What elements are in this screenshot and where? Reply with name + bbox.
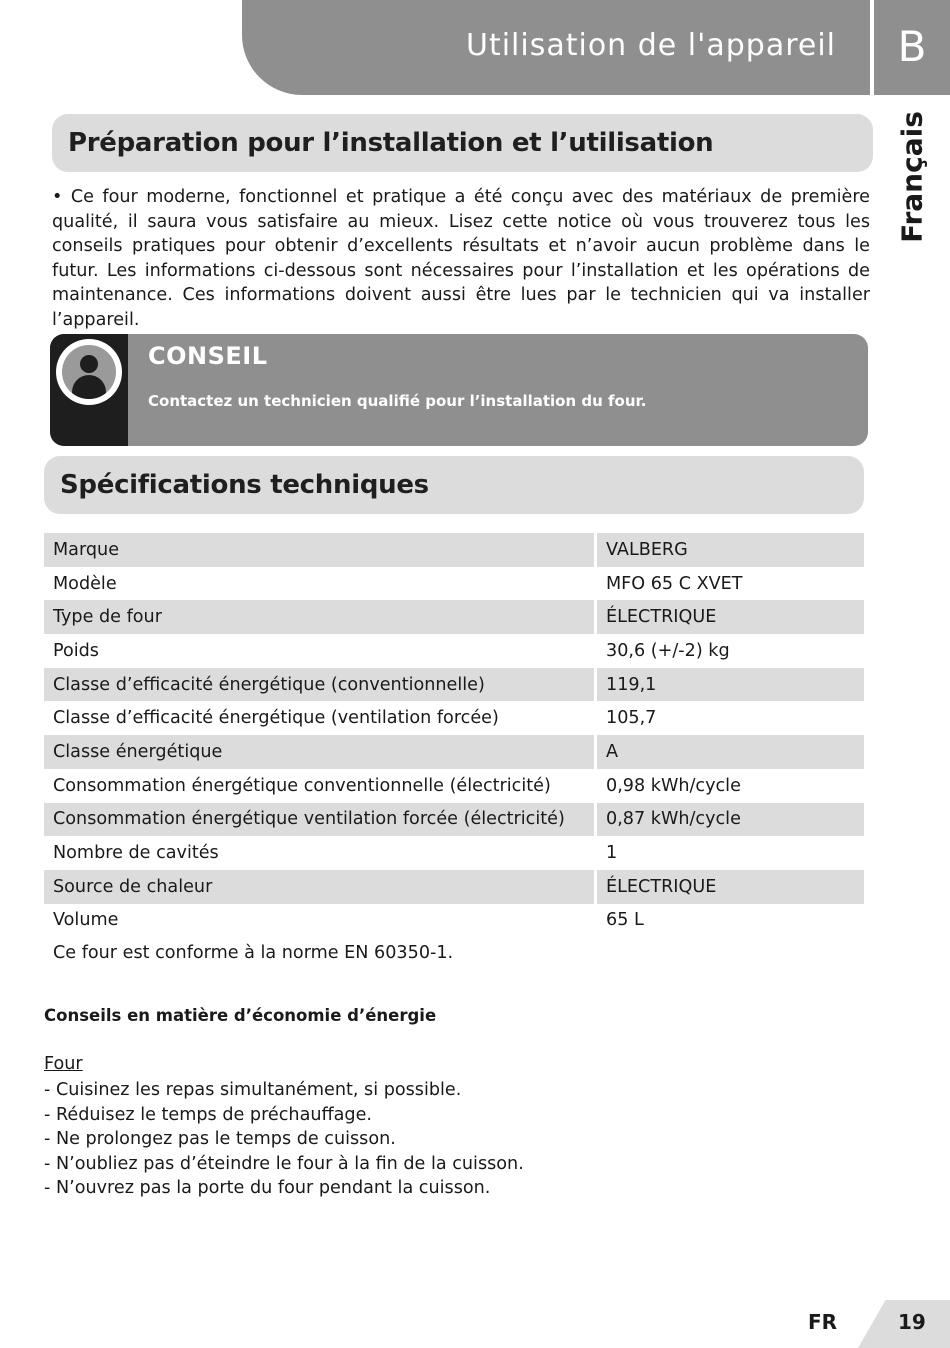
- side-language-label: Français: [895, 111, 929, 243]
- energy-tips-subtitle: Four: [44, 1054, 83, 1074]
- table-row: [44, 668, 864, 702]
- table-row: [44, 769, 864, 803]
- footer-language: FR: [808, 1310, 838, 1334]
- spec-value: VALBERG: [594, 533, 864, 567]
- spec-value: A: [594, 735, 864, 769]
- list-item: - Réduisez le temps de préchauffage.: [44, 1104, 372, 1125]
- spec-value: 0,87 kWh/cycle: [594, 803, 864, 837]
- list-item: - N’oubliez pas d’éteindre le four à la fin de la cuisson.: [44, 1153, 524, 1174]
- section-title-specifications: Spécifications techniques: [60, 470, 429, 500]
- energy-tips-list: [44, 1078, 524, 1201]
- spec-label: Consommation énergétique ventilation forcée (électricité): [44, 803, 594, 837]
- spec-label: Nombre de cavités: [53, 843, 219, 864]
- chapter-letter-box: [874, 0, 950, 95]
- advice-box: [50, 334, 868, 446]
- person-icon: [56, 339, 122, 405]
- spec-value: 1: [594, 836, 864, 870]
- spec-label: Volume: [53, 910, 119, 931]
- specifications-table: [44, 533, 864, 937]
- spec-label: Classe énergétique: [44, 735, 594, 769]
- chapter-title: Utilisation de l'appareil: [465, 28, 836, 63]
- list-item: - Cuisinez les repas simultanément, si possible.: [44, 1080, 462, 1100]
- spec-label: Source de chaleur: [44, 870, 594, 904]
- table-row: [44, 870, 864, 904]
- spec-label: Classe d’efficacité énergétique (ventilation forcée): [53, 708, 499, 729]
- list-item: - N’ouvrez pas la porte du four pendant la cuisson.: [44, 1178, 491, 1198]
- side-language-tab: [878, 112, 946, 242]
- table-row: [44, 533, 864, 567]
- section-title-preparation: Préparation pour l’installation et l’utilisation: [68, 128, 714, 158]
- spec-label: Consommation énergétique conventionnelle (électricité): [53, 775, 551, 796]
- spec-value: 119,1: [594, 668, 864, 702]
- chapter-letter: B: [897, 22, 927, 71]
- spec-label: Modèle: [53, 573, 117, 594]
- page-number: 19: [898, 1310, 926, 1334]
- spec-value: 0,98 kWh/cycle: [594, 769, 864, 803]
- advice-title: CONSEIL: [148, 342, 268, 370]
- intro-paragraph: • Ce four moderne, fonctionnel et pratique a été conçu avec des matériaux de première qualité, il saura vous satisfaire au mieux. Lisez cette notice où vous trouverez tous les conseils pratiques pour obtenir d’excellents résultats et n’avoir aucun problème dans le futur. Les informations ci-dessous sont nécessaires pour l’installation et les opérations de maintenance. Ces informations doivent aussi être lues par le technicien qui va installer l’appareil.: [52, 187, 870, 330]
- spec-label: Classe d’efficacité énergétique (conventionnelle): [44, 668, 594, 702]
- advice-text: Contactez un technicien qualifié pour l’installation du four.: [148, 392, 647, 410]
- section-heading-preparation: [52, 114, 873, 172]
- spec-value: MFO 65 C XVET: [594, 567, 864, 601]
- spec-label: Marque: [44, 533, 594, 567]
- advice-icon-panel: [50, 334, 128, 446]
- table-row: [44, 836, 864, 870]
- section-heading-specifications: [44, 456, 864, 514]
- table-row: [44, 600, 864, 634]
- table-row: [44, 904, 864, 938]
- energy-tips-title: Conseils en matière d’économie d’énergie: [44, 1006, 437, 1025]
- header-bar: [242, 0, 870, 95]
- table-row: [44, 567, 864, 601]
- table-row: [44, 634, 864, 668]
- table-row: [44, 735, 864, 769]
- spec-label: Poids: [53, 640, 99, 661]
- spec-value: ÉLECTRIQUE: [594, 870, 864, 904]
- spec-value: 30,6 (+/-2) kg: [594, 634, 864, 668]
- spec-value: 105,7: [594, 701, 864, 735]
- spec-value: 65 L: [594, 904, 864, 938]
- spec-label: Type de four: [44, 600, 594, 634]
- table-row: [44, 701, 864, 735]
- table-row: [44, 803, 864, 837]
- spec-value: ÉLECTRIQUE: [594, 600, 864, 634]
- conformity-note: Ce four est conforme à la norme EN 60350-1.: [53, 943, 454, 963]
- list-item: - Ne prolongez pas le temps de cuisson.: [44, 1129, 396, 1149]
